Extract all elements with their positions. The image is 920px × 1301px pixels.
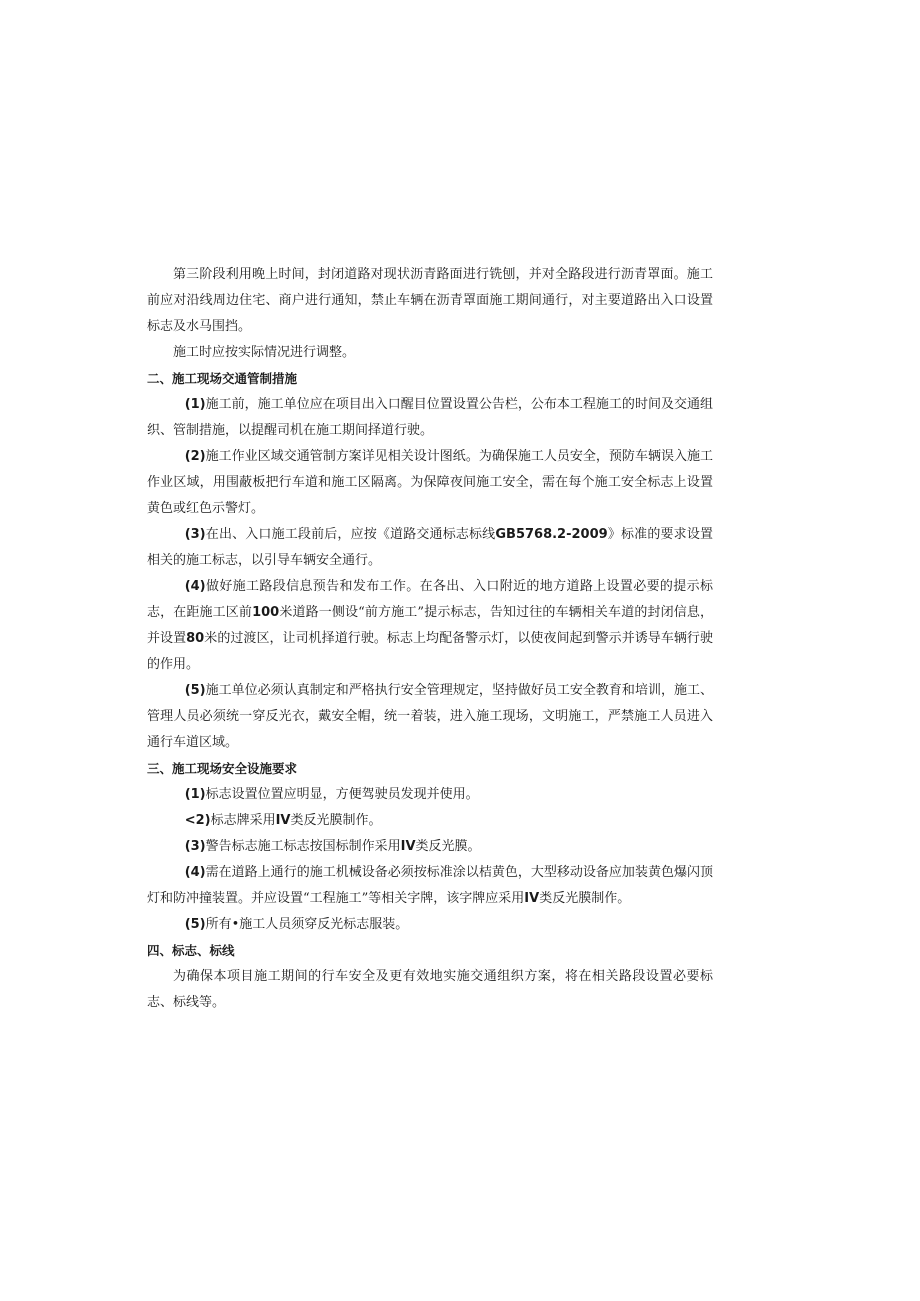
item-text: 》标准的要求设置相关的施工标志，以引导车辆安全通行。 (147, 527, 713, 568)
safety-item-3 (147, 834, 713, 860)
distance-value: 80 (186, 631, 205, 646)
item-number: (3) (184, 527, 206, 542)
item-text: 类反光膜。 (415, 839, 481, 854)
paragraph-text: 第三阶段利用晚上时间，封闭道路对现状沥青路面进行铣刨，并对全路段进行沥青罩面。施工前应对沿线周边住宅、商户进行通知，禁止车辆在沥青罩面施工期间通行，对主要道路出入口设置标志及水马围挡。 (147, 267, 713, 334)
paragraph-text: 施工时应按实际情况进行调整。 (173, 345, 356, 360)
traffic-item-2 (147, 444, 713, 522)
item-text: 在出、入口施工段前后，应按《道路交通标志标线 (205, 527, 496, 542)
item-number: <2) (184, 813, 211, 828)
safety-item-5 (147, 912, 713, 938)
safety-item-1 (147, 782, 713, 808)
item-text: 标志牌采用 (210, 813, 276, 828)
safety-item-2 (147, 808, 713, 834)
item-number: (4) (184, 865, 206, 880)
item-text: 标志设置位置应明显，方便驾驶员发现并使用。 (205, 787, 479, 802)
item-number: (5) (184, 917, 206, 932)
item-text: 类反光膜制作。 (539, 891, 631, 906)
film-grade: IV (524, 891, 540, 906)
safety-item-4 (147, 860, 713, 912)
item-number: (4) (184, 579, 206, 594)
item-text: 所有•施工人员须穿反光标志服装。 (205, 917, 409, 932)
paragraph-phase-three (147, 262, 713, 340)
item-text: 类反光膜制作。 (290, 813, 382, 828)
item-number: (1) (184, 787, 206, 802)
item-number: (3) (184, 839, 206, 854)
film-grade: IV (275, 813, 291, 828)
paragraph-signs-markings (147, 964, 713, 1016)
item-text: 需在道路上通行的施工机械设备必须按标准涂以桔黄色，大型移动设备应加装黄色爆闪顶灯和防冲撞装置。并应设置“工程施工”等相关字牌，该字牌应采用 (147, 865, 713, 906)
standard-code: GB5768.2-2009 (495, 527, 608, 542)
traffic-item-3 (147, 522, 713, 574)
paragraph-text: 为确保本项目施工期间的行车安全及更有效地实施交通组织方案，将在相关路段设置必要标志、标线等。 (147, 969, 713, 1010)
film-grade: IV (400, 839, 416, 854)
item-number: (5) (184, 683, 206, 698)
item-text: 警告标志施工标志按国标制作采用 (205, 839, 401, 854)
item-text: 米的过渡区，让司机择道行驶。标志上均配备警示灯，以使夜间起到警示并诱导车辆行驶的作用。 (147, 631, 713, 672)
item-text: 做好施工路段信息预告和发布工作。在各出、入口附近的地方道路上设置必要的提示标志，在距施工区前 (147, 579, 713, 620)
section-heading-signs-markings: 四、标志、标线 (147, 943, 235, 958)
section-heading-safety-facilities: 三、施工现场安全设施要求 (147, 761, 298, 776)
traffic-item-4 (147, 574, 713, 678)
paragraph-adjust-note (147, 340, 713, 366)
item-text: 施工前，施工单位应在项目出入口醒目位置设置公告栏，公布本工程施工的时间及交通组织、管制措施，以提醒司机在施工期间择道行驶。 (147, 397, 713, 438)
item-number: (1) (184, 397, 206, 412)
item-text: 米道路一侧设“前方施工”提示标志，告知过往的车辆相关车道的封闭信息，并设置 (147, 605, 713, 646)
distance-value: 100 (252, 605, 280, 620)
traffic-item-5 (147, 678, 713, 756)
item-text: 施工作业区域交通管制方案详见相关设计图纸。为确保施工人员安全，预防车辆误入施工作业区域，用围蔽板把行车道和施工区隔离。为保障夜间施工安全，需在每个施工安全标志上设置黄色或红色示警灯。 (147, 449, 713, 516)
traffic-item-1 (147, 392, 713, 444)
document-page (147, 262, 713, 1016)
section-heading-traffic-control: 二、施工现场交通管制措施 (147, 371, 298, 386)
item-text: 施工单位必须认真制定和严格执行安全管理规定，坚持做好员工安全教育和培训，施工、管理人员必须统一穿反光衣，戴安全帽，统一着装，进入施工现场，文明施工，严禁施工人员进入通行车道区域。 (147, 683, 713, 750)
item-number: (2) (184, 449, 206, 464)
